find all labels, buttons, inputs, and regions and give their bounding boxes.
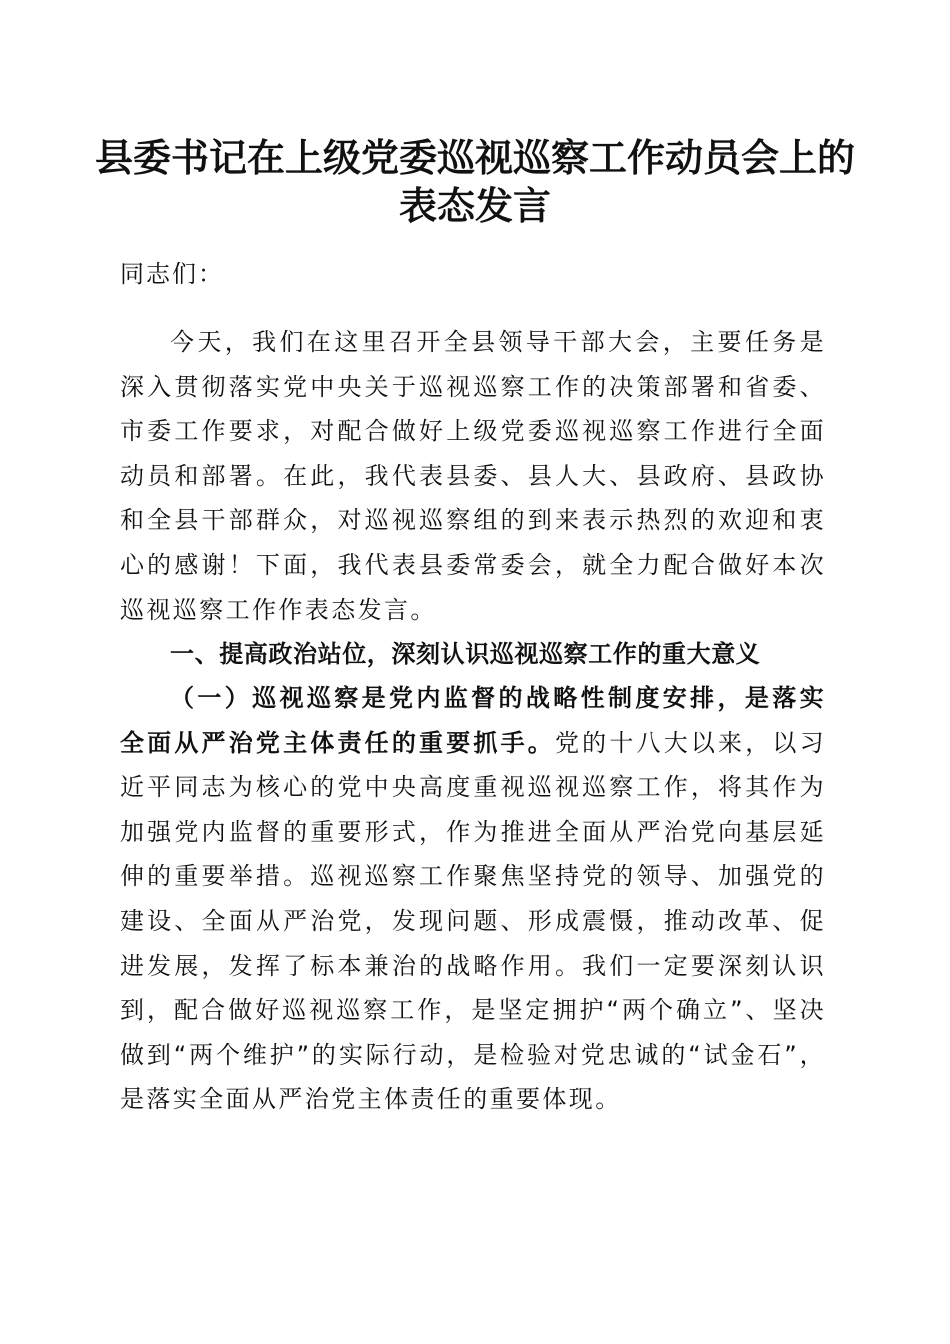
section-heading-1: 一、提高政治站位，深刻认识巡视巡察工作的重大意义 [170,640,761,668]
document-title-line-2: 表态发言 [398,183,551,228]
salutation: 同志们： [120,260,224,288]
document-title-line-1: 县委书记在上级党委巡视巡察工作动员会上的 [94,135,855,180]
paragraph-lead-sentence: （一）巡视巡察是党内监督的战略性制度安排，是落实全面从严治党主体责任的重要抓手。 [120,684,826,757]
paragraph-opening: 今天，我们在这里召开全县领导干部大会，主要任务是深入贯彻落实党中央关于巡视巡察工作的决策部署和省委、市委工作要求，对配合做好上级党委巡视巡察工作进行全面动员和部署。在此，我代表县委、县人大、县政府、县政协和全县干部群众，对巡视巡察组的到来表示热烈的欢迎和衷心的感谢！下面，我代表县委常委会，就全力配合做好本次巡视巡察工作作表态发言。 [120,328,826,624]
paragraph-section-1-1 [120,676,826,1122]
paragraph-body: 党的十八大以来，以习近平同志为核心的党中央高度重视巡视巡察工作，将其作为加强党内监督的重要形式，作为推进全面从严治党向基层延伸的重要举措。巡视巡察工作聚焦坚持党的领导、加强党的建设、全面从严治党，发现问题、形成震慑，推动改革、促进发展，发挥了标本兼治的战略作用。我们一定要深刻认识到，配合做好巡视巡察工作，是坚定拥护“两个确立”、坚决做到“两个维护”的实际行动，是检验对党忠诚的“试金石”，是落实全面从严治党主体责任的重要体现。 [120,728,827,1114]
